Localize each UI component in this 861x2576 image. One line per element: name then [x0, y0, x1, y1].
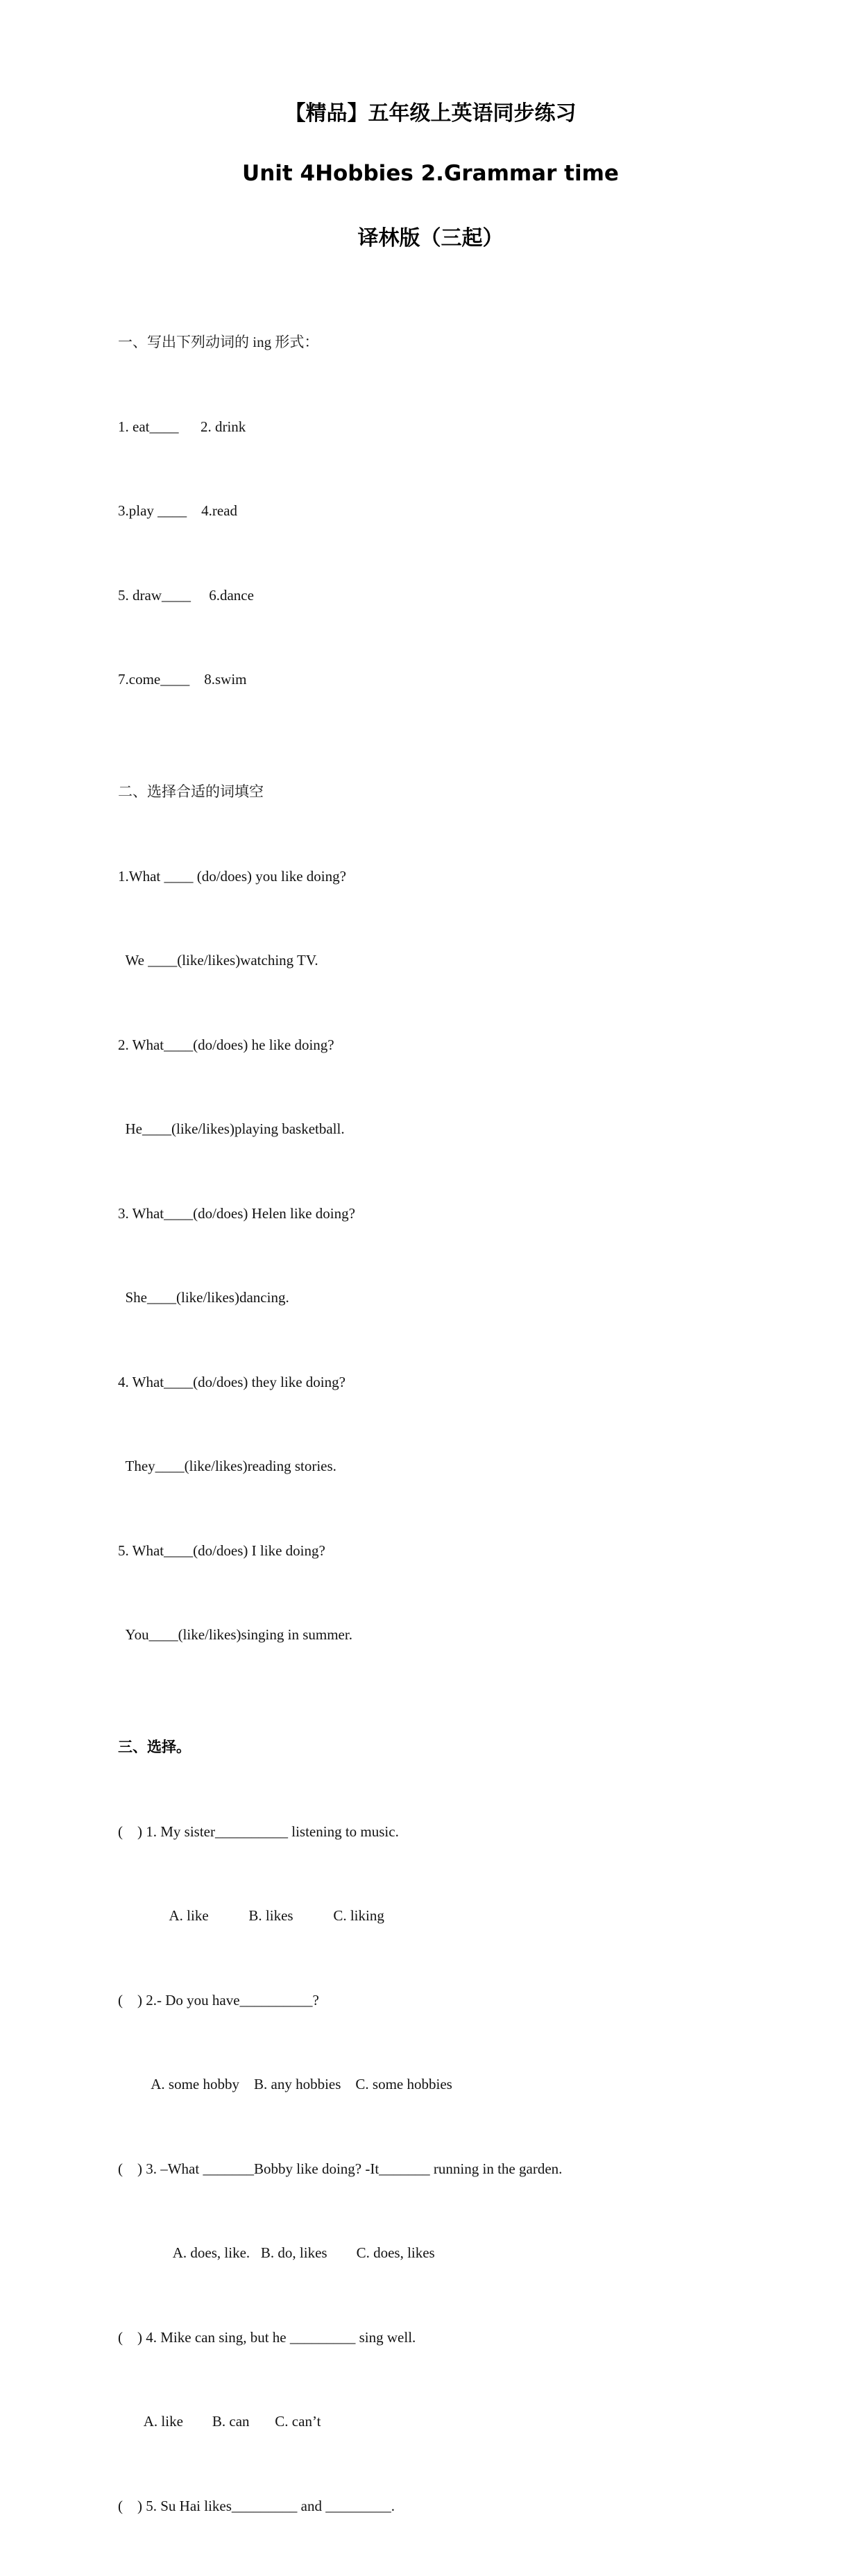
section2-line-2: We ____(like/likes)watching TV. [118, 952, 318, 969]
section2-line-6: She____(like/likes)dancing. [118, 1289, 289, 1306]
section1-line-4: 7.come____ 8.swim [118, 671, 247, 688]
section3-question-2: ( ) 2.- Do you have__________? [118, 1991, 319, 2008]
section2-line-4: He____(like/likes)playing basketball. [118, 1120, 345, 1137]
section2-heading: 二、选择合适的词填空 [118, 783, 264, 800]
section2-line-9: 5. What____(do/does) I like doing? [118, 1542, 325, 1559]
doc-subtitle: Unit 4Hobbies 2.Grammar time [242, 161, 619, 186]
section2-line-3: 2. What____(do/does) he like doing? [118, 1036, 334, 1053]
section2-line-5: 3. What____(do/does) Helen like doing? [118, 1204, 355, 1222]
section3-heading: 三、选择。 [118, 1739, 191, 1755]
section1-heading: 一、写出下列动词的 ing 形式： [118, 334, 319, 350]
section3-options-4: A. like B. can C. can’t [118, 2413, 321, 2430]
section2-line-1: 1.What ____ (do/does) you like doing? [118, 867, 346, 885]
section1-line-2: 3.play ____ 4.read [118, 502, 238, 519]
section3-question-3: ( ) 3. –What _______Bobby like doing? -It_______ running in the garden. [118, 2160, 563, 2177]
document-header [0, 0, 861, 251]
worksheet-body [118, 272, 778, 2576]
section1-line-1: 1. eat____ 2. drink [118, 418, 246, 435]
section3-question-1: ( ) 1. My sister__________ listening to music. [118, 1823, 399, 1840]
doc-title: 【精品】五年级上英语同步练习 [284, 101, 577, 126]
section2-line-8: They____(like/likes)reading stories. [118, 1458, 336, 1474]
section3-question-5: ( ) 5. Su Hai likes_________ and _________. [118, 2497, 395, 2514]
section3-options-3: A. does, like. B. do, likes C. does, likes [118, 2244, 435, 2261]
section3-options-1: A. like B. likes C. liking [118, 1907, 384, 1924]
section1-line-3: 5. draw____ 6.dance [118, 586, 254, 604]
section3-options-2: A. some hobby B. any hobbies C. some hobbies [118, 2076, 452, 2092]
section2-line-10: You____(like/likes)singing in summer. [118, 1626, 352, 1643]
section2-line-7: 4. What____(do/does) they like doing? [118, 1373, 346, 1390]
section3-question-4: ( ) 4. Mike can sing, but he _________ sing well. [118, 2328, 416, 2346]
doc-edition: 译林版（三起） [357, 226, 504, 250]
